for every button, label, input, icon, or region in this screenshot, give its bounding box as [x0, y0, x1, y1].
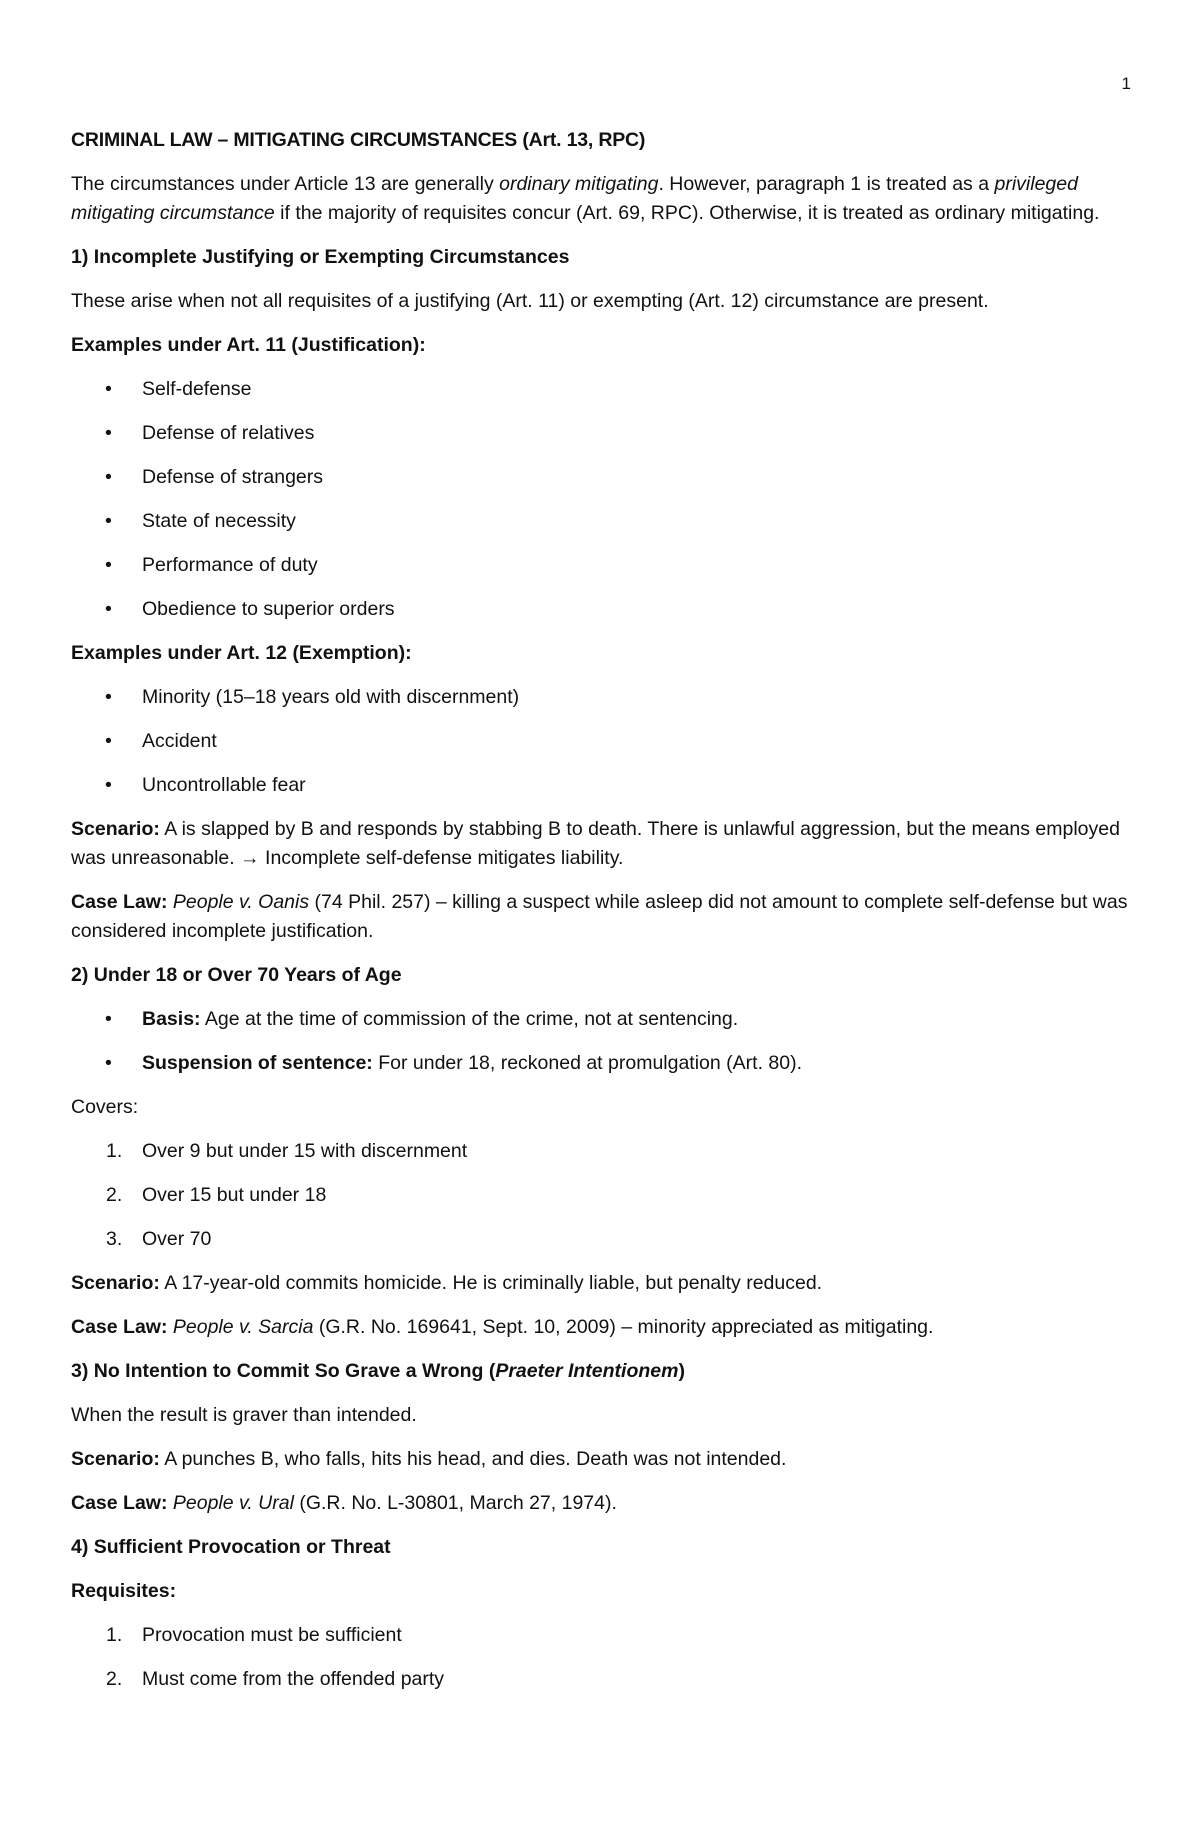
section-3-case-law: Case Law: People v. Ural (G.R. No. L-30801, March 27, 1974).: [71, 1492, 617, 1514]
requisites-label: Requisites:: [71, 1580, 177, 1602]
page-number: 1: [1121, 74, 1131, 93]
section-3-description: When the result is graver than intended.: [71, 1404, 417, 1426]
covers-list: [71, 1137, 1131, 1254]
list-item: • State of necessity: [71, 507, 1131, 536]
section-2-heading: 2) Under 18 or Over 70 Years of Age: [71, 964, 402, 986]
bullet-icon: •: [105, 1052, 112, 1074]
requisites-list: [71, 1621, 1131, 1694]
bullet-icon: •: [105, 466, 112, 488]
section-1-scenario: Scenario: A is slapped by B and responds by stabbing B to death. There is unlawful aggression, but the means employed was unreasonable. → Incomplete self-defense mitigates liability.: [71, 818, 1120, 869]
bullet-icon: •: [105, 378, 112, 400]
bullet-icon: •: [105, 598, 112, 620]
list-item: • Uncontrollable fear: [71, 771, 1131, 800]
list-item: 1. Over 9 but under 15 with discernment: [106, 1140, 468, 1162]
bullet-icon: •: [105, 1008, 112, 1030]
art11-examples-list: [71, 375, 1131, 624]
section-3-scenario: Scenario: A punches B, who falls, hits his head, and dies. Death was not intended.: [71, 1448, 787, 1470]
list-item: • Performance of duty: [71, 551, 1131, 580]
bullet-icon: •: [105, 510, 112, 532]
bullet-icon: •: [105, 686, 112, 708]
list-item: • Suspension of sentence: For under 18, reckoned at promulgation (Art. 80).: [71, 1049, 1131, 1078]
section-1-case-law: Case Law: People v. Oanis (74 Phil. 257) – killing a suspect while asleep did not amount to complete self-defense but was considered incomplete justification.: [71, 891, 1128, 942]
list-item: 3. Over 70: [106, 1228, 212, 1250]
list-item: • Defense of strangers: [71, 463, 1131, 492]
art12-examples-list: [71, 683, 1131, 800]
section-2-scenario: Scenario: A 17-year-old commits homicide. He is criminally liable, but penalty reduced.: [71, 1272, 823, 1294]
section-3-heading: 3) No Intention to Commit So Grave a Wrong (Praeter Intentionem): [71, 1360, 685, 1382]
list-item: • Accident: [71, 727, 1131, 756]
list-item: • Basis: Age at the time of commission of the crime, not at sentencing.: [71, 1005, 1131, 1034]
section-1-heading: 1) Incomplete Justifying or Exempting Circumstances: [71, 246, 570, 268]
art11-examples-heading: Examples under Art. 11 (Justification):: [71, 334, 426, 356]
bullet-icon: •: [105, 554, 112, 576]
document-title: CRIMINAL LAW – MITIGATING CIRCUMSTANCES (Art. 13, RPC): [71, 129, 646, 151]
list-item: 2. Over 15 but under 18: [106, 1184, 327, 1206]
intro-paragraph: The circumstances under Article 13 are generally ordinary mitigating. However, paragraph 1 is treated as a privileged mitigating circumstance if the majority of requisites concur (Art. 69, RPC). Otherwise, it is treated as ordinary mitigating.: [71, 173, 1100, 224]
bullet-icon: •: [105, 730, 112, 752]
document-body: [71, 126, 1131, 1709]
section-2-case-law: Case Law: People v. Sarcia (G.R. No. 169641, Sept. 10, 2009) – minority appreciated as mitigating.: [71, 1316, 934, 1338]
covers-label: Covers:: [71, 1096, 139, 1118]
section-2-bullets: [71, 1005, 1131, 1078]
list-item: • Minority (15–18 years old with discernment): [71, 683, 1131, 712]
list-item: 1. Provocation must be sufficient: [106, 1624, 402, 1646]
bullet-icon: •: [105, 422, 112, 444]
art12-examples-heading: Examples under Art. 12 (Exemption):: [71, 642, 412, 664]
list-item: • Defense of relatives: [71, 419, 1131, 448]
section-1-description: These arise when not all requisites of a justifying (Art. 11) or exempting (Art. 12) circumstance are present.: [71, 290, 989, 312]
list-item: • Self-defense: [71, 375, 1131, 404]
list-item: • Obedience to superior orders: [71, 595, 1131, 624]
list-item: 2. Must come from the offended party: [106, 1668, 445, 1690]
section-4-heading: 4) Sufficient Provocation or Threat: [71, 1536, 391, 1558]
bullet-icon: •: [105, 774, 112, 796]
